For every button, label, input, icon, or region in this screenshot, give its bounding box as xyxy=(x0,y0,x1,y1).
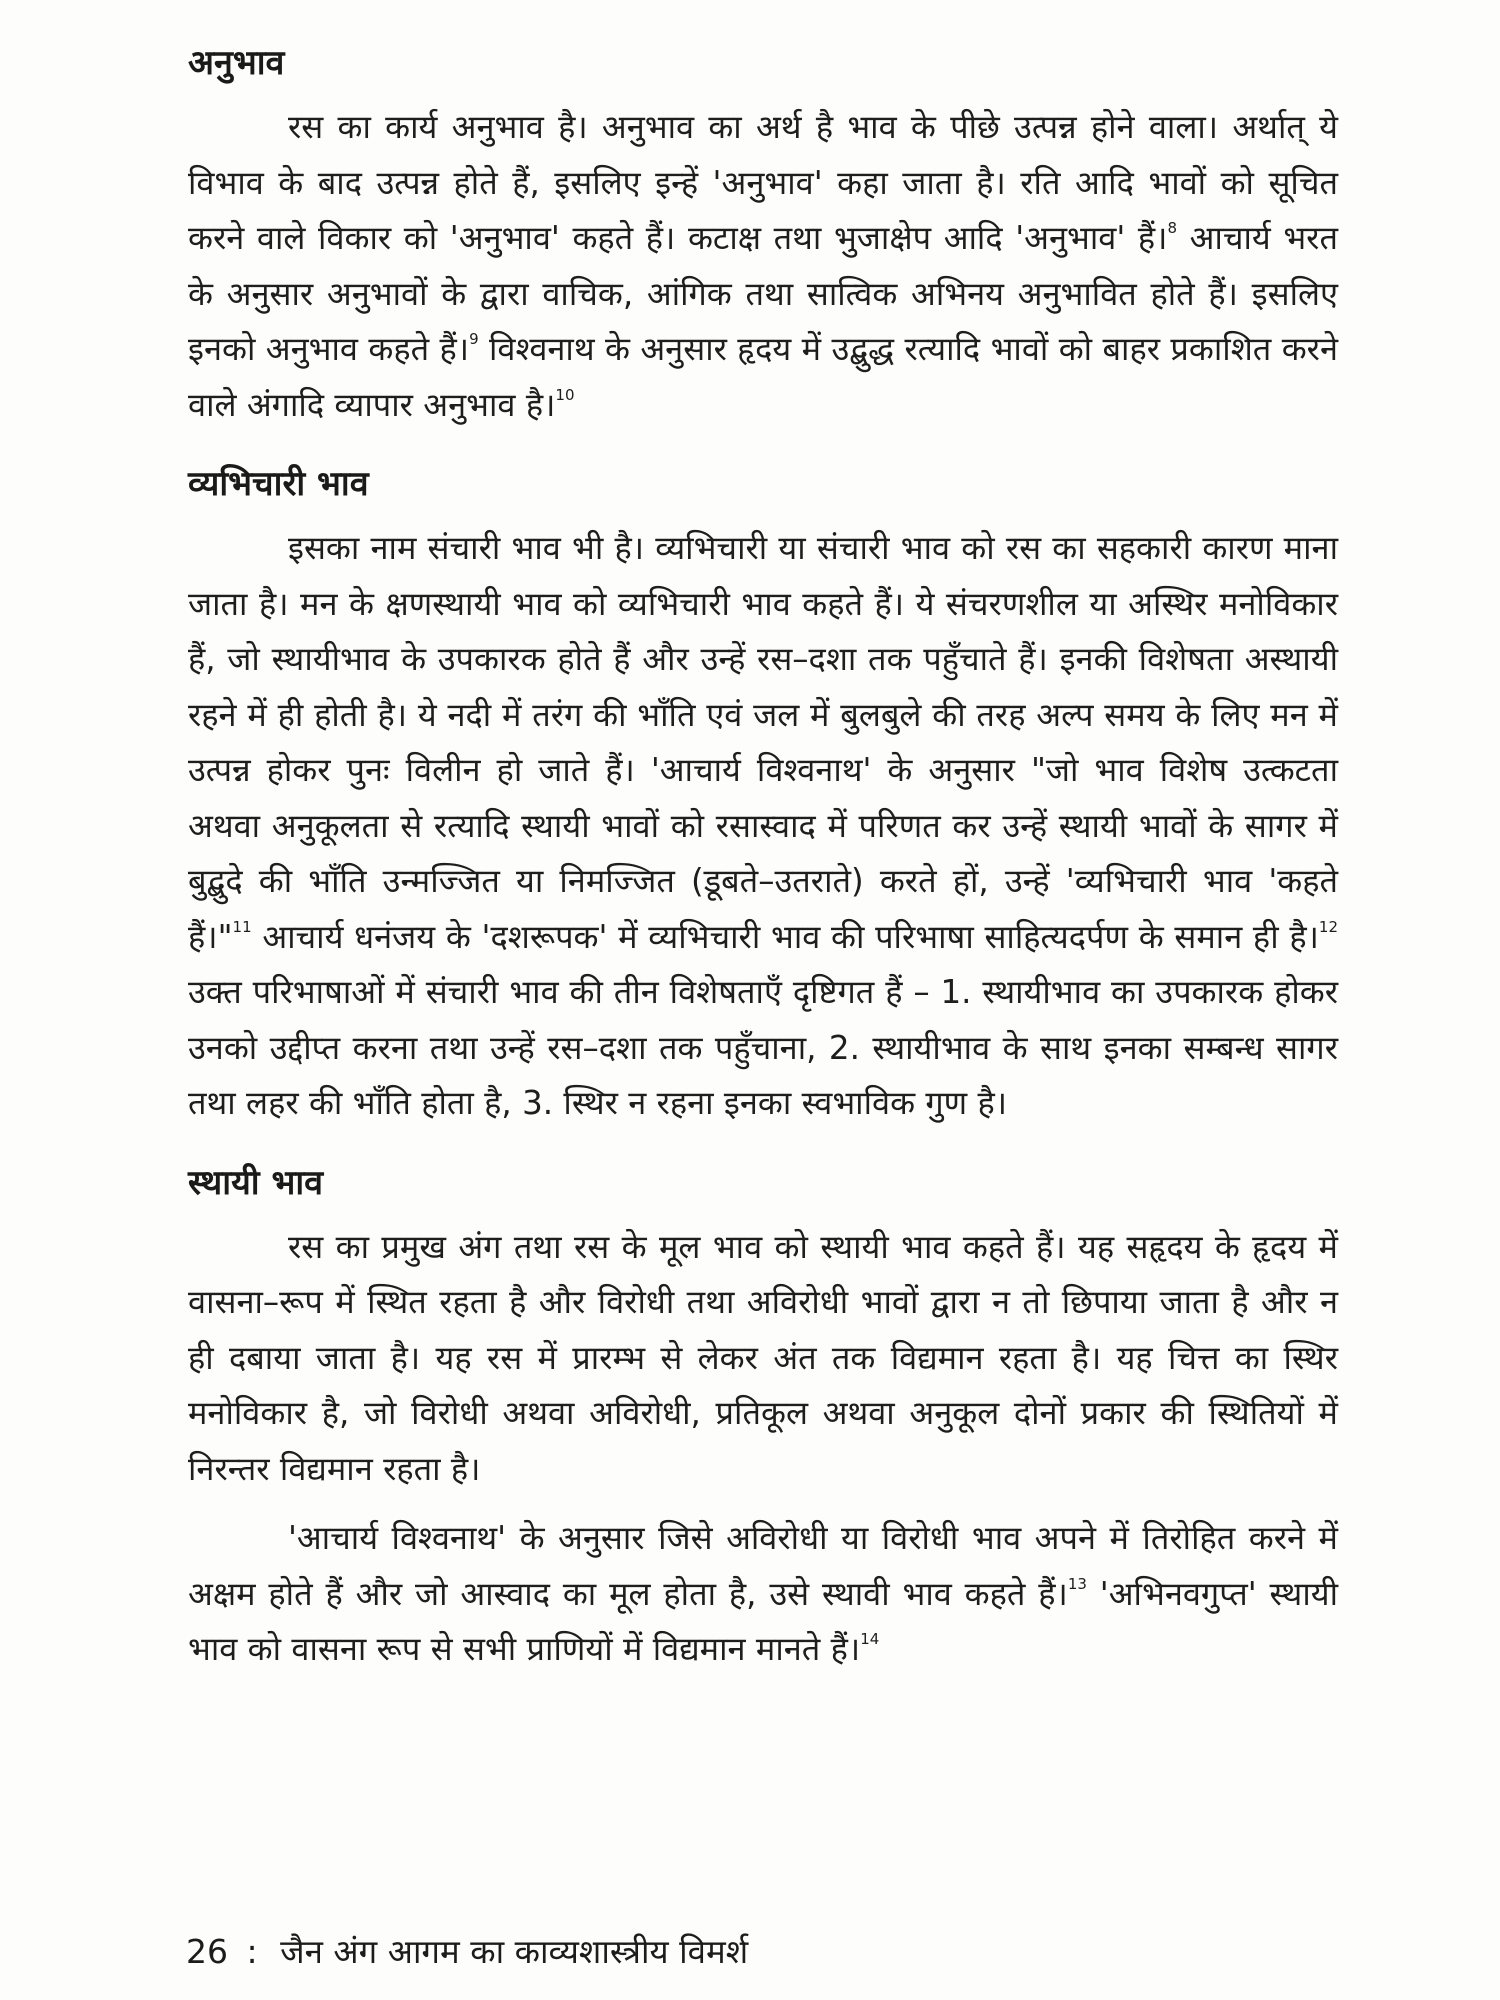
paragraph-sthayi-2 xyxy=(188,1511,1338,1678)
book-title: जैन अंग आगम का काव्यशास्त्रीय विमर्श xyxy=(280,1932,749,1971)
paragraph-text: 'आचार्य विश्वनाथ' के अनुसार जिसे अविरोधी या विरोधी भाव अपने में तिरोहित करने में अक्षम होते हैं और जो आस्वाद का मूल होता है, उसे स्थावी भाव कहते हैं। xyxy=(188,1519,1338,1613)
paragraph-text: विश्वनाथ के अनुसार हृदय में उद्बुद्ध रत्यादि भावों को बाहर प्रकाशित करने वाले अंगादि व्यापार अनुभाव है। xyxy=(188,330,1338,424)
section-heading-vyabhichari: व्यभिचारी भाव xyxy=(188,464,369,504)
paragraph-text: आचार्य भरत के अनुसार अनुभावों के द्वारा वाचिक, आंगिक तथा सात्विक अभिनय अनुभावित होते हैं। इसलिए इनको अनुभाव कहते हैं। xyxy=(188,219,1338,368)
paragraph-text: रस का कार्य अनुभाव है। अनुभाव का अर्थ है भाव के पीछे उत्पन्न होने वाला। अर्थात् ये विभाव के बाद उत्पन्न होते हैं, इसलिए इन्हें 'अनुभाव' कहा जाता है। रति आदि भावों को सूचित करने वाले विकार को 'अनुभाव' कहते हैं। कटाक्ष तथा भुजाक्षेप आदि 'अनुभाव' हैं। xyxy=(188,108,1338,257)
section-heading-anubhav: अनुभाव xyxy=(188,43,285,83)
page-content xyxy=(188,38,1338,1692)
footnote-marker: 9 xyxy=(469,330,479,349)
paragraph-sthayi-1 xyxy=(188,1220,1338,1498)
footnote-marker: 10 xyxy=(555,385,575,404)
paragraph-text: 'अभिनवगुप्त' स्थायी भाव को वासना रूप से सभी प्राणियों में विद्यमान मानते हैं। xyxy=(188,1574,1338,1668)
footer-separator: : xyxy=(246,1932,258,1971)
footnote-marker: 12 xyxy=(1318,917,1338,936)
paragraph-text: रस का प्रमुख अंग तथा रस के मूल भाव को स्थायी भाव कहते हैं। यह सहृदय के हृदय में वासना–रूप में स्थित रहता है और विरोधी तथा अविरोधी भावों द्वारा न तो छिपाया जाता है और न ही दबाया जाता है। यह रस में प्रारम्भ से लेकर अंत तक विद्यमान रहता है। यह चित्त का स्थिर मनोविकार है, जो विरोधी अथवा अविरोधी, प्रतिकूल अथवा अनुकूल दोनों प्रकार की स्थितियों में निरन्तर विद्यमान रहता है। xyxy=(188,1227,1338,1488)
footnote-marker: 14 xyxy=(860,1630,880,1649)
footnote-marker: 8 xyxy=(1167,219,1177,238)
page-footer xyxy=(186,1930,748,1974)
footnote-marker: 11 xyxy=(232,917,252,936)
paragraph-vyabhichari xyxy=(188,521,1338,1132)
paragraph-text: उक्त परिभाषाओं में संचारी भाव की तीन विशेषताएँ दृष्टिगत हैं – 1. स्थायीभाव का उपकारक होकर उनको उद्दीप्त करना तथा उन्हें रस–दशा तक पहुँचाना, 2. स्थायीभाव के साथ इनका सम्बन्ध सागर तथा लहर की भाँति होता है, 3. स्थिर न रहना इनका स्वभाविक गुण है। xyxy=(188,973,1338,1122)
footnote-marker: 13 xyxy=(1067,1574,1087,1593)
paragraph-anubhav xyxy=(188,100,1338,433)
paragraph-text: इसका नाम संचारी भाव भी है। व्यभिचारी या संचारी भाव को रस का सहकारी कारण माना जाता है। मन के क्षणस्थायी भाव को व्यभिचारी भाव कहते हैं। ये संचरणशील या अस्थिर मनोविकार हैं, जो स्थायीभाव के उपकारक होते हैं और उन्हें रस–दशा तक पहुँचाते हैं। इनकी विशेषता अस्थायी रहने में ही होती है। ये नदी में तरंग की भाँति एवं जल में बुलबुले की तरह अल्प समय के लिए मन में उत्पन्न होकर पुनः विलीन हो जाते हैं। 'आचार्य विश्वनाथ' के अनुसार "जो भाव विशेष उत्कटता अथवा अनुकूलता से रत्यादि स्थायी भावों को रसास्वाद में परिणत कर उन्हें स्थायी भावों के सागर में बुद्बुदे की भाँति उन्मज्जित या निमज्जित (डूबते–उतराते) करते हों, उन्हें 'व्यभिचारी भाव 'कहते हैं।" xyxy=(188,529,1338,956)
page-number: 26 xyxy=(186,1932,228,1971)
section-heading-sthayi: स्थायी भाव xyxy=(188,1162,324,1203)
paragraph-text: आचार्य धनंजय के 'दशरूपक' में व्यभिचारी भाव की परिभाषा साहित्यदर्पण के समान ही है। xyxy=(251,917,1319,956)
